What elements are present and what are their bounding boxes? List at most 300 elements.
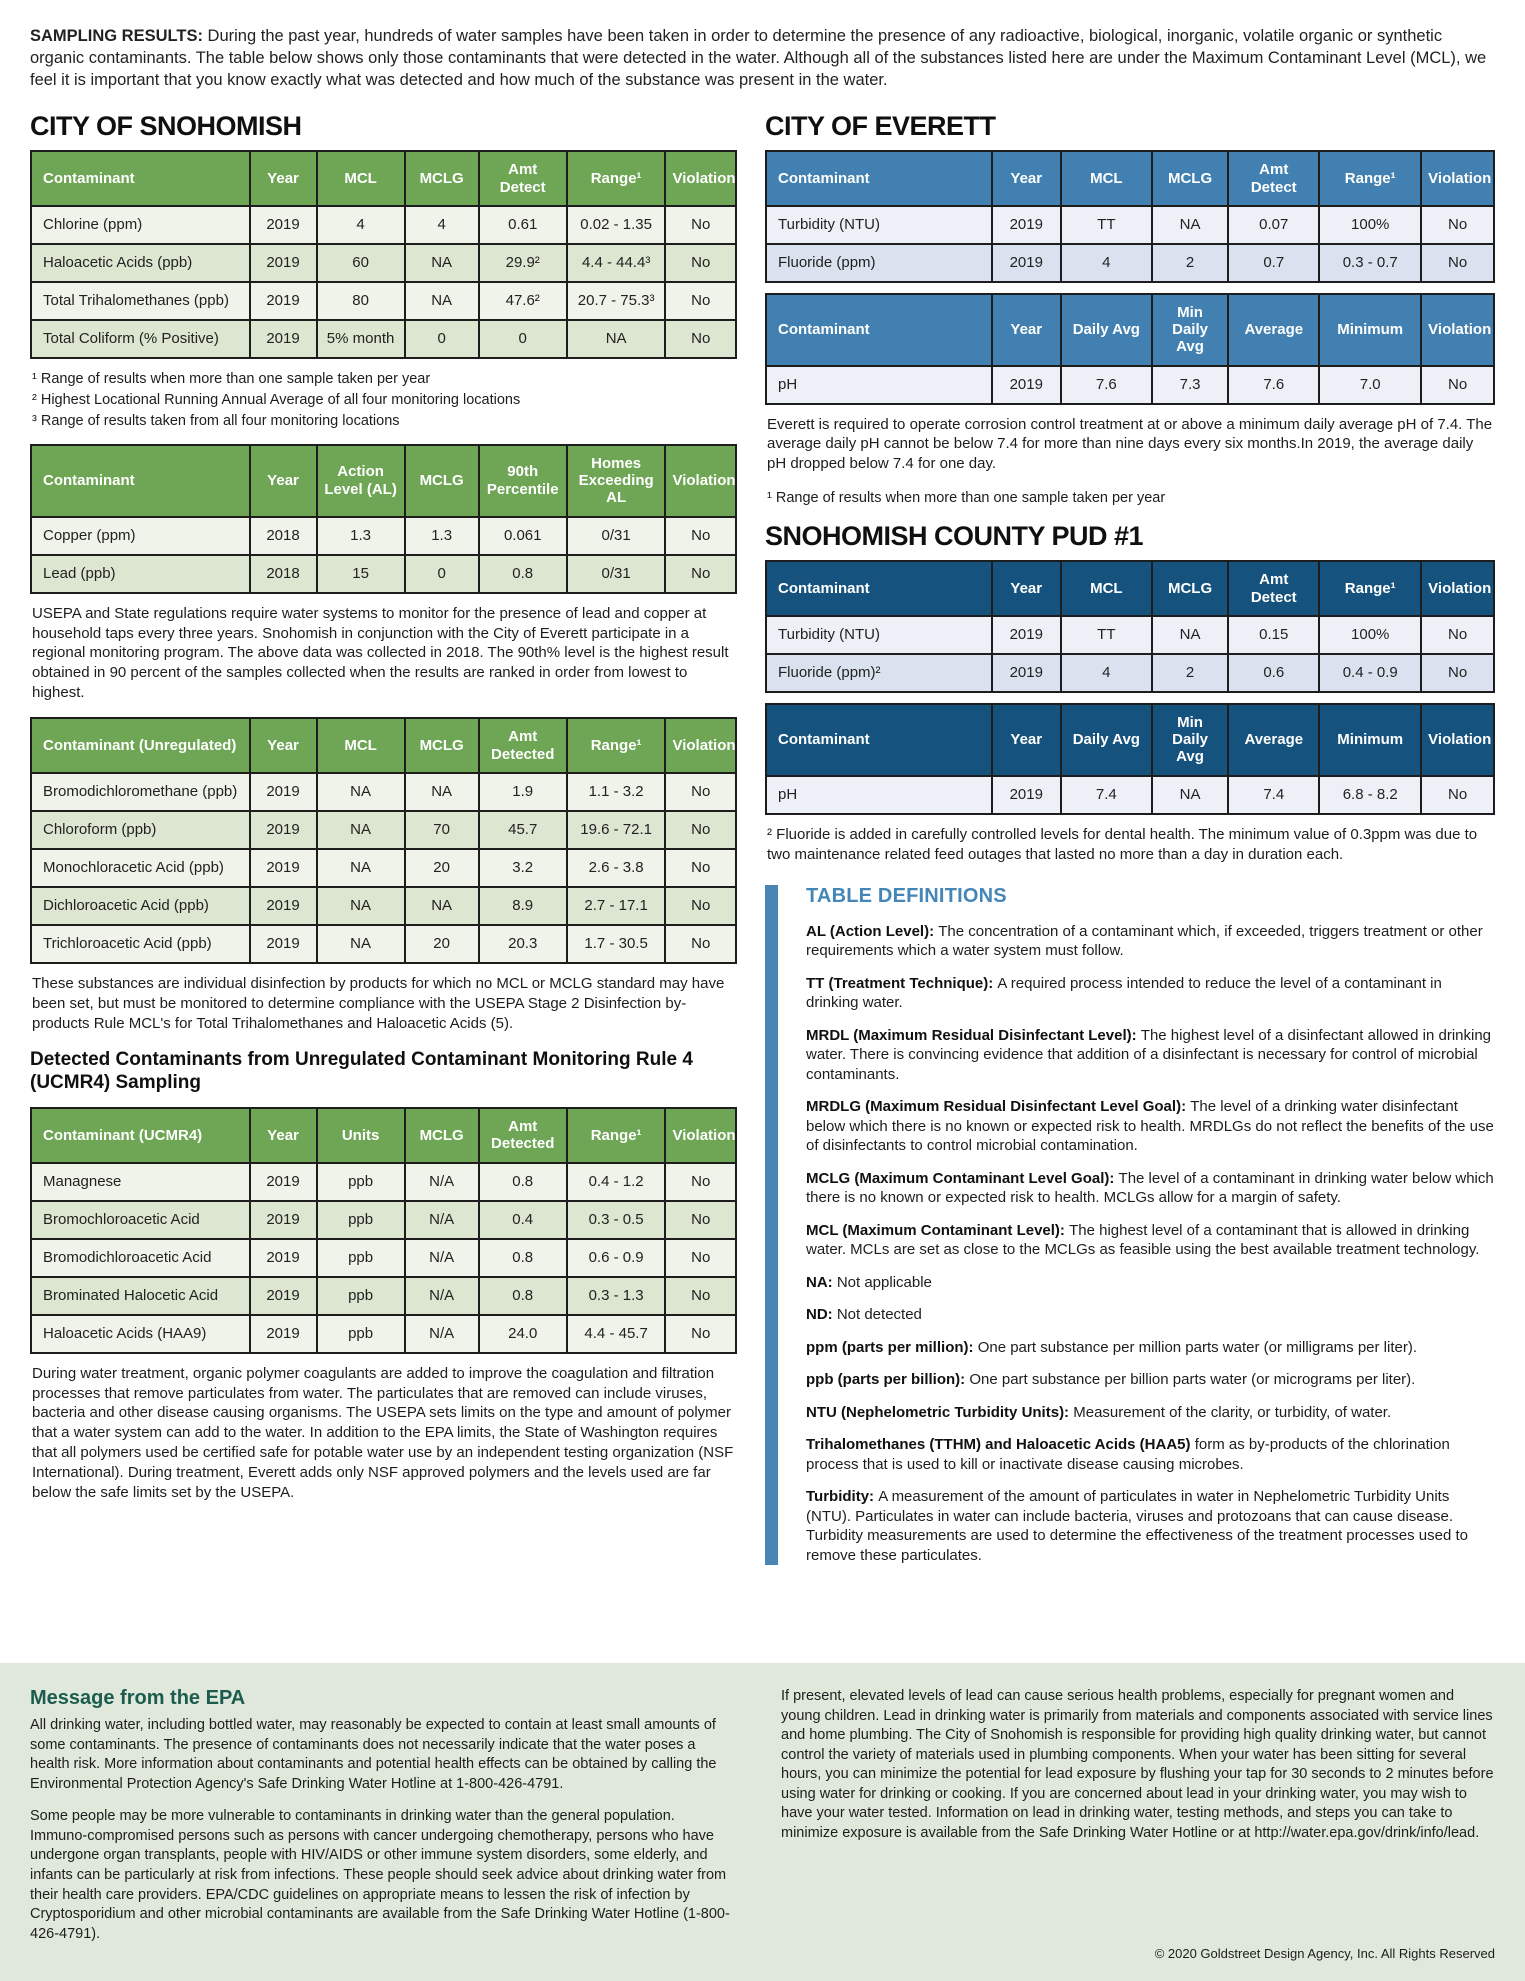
column-header: Contaminant (UCMR4)	[31, 1108, 250, 1163]
definition-item	[806, 974, 1495, 1013]
data-cell: 0.3 - 1.3	[567, 1277, 666, 1315]
data-cell: 80	[317, 282, 405, 320]
definition-term: MRDLG (Maximum Residual Disinfectant Level Goal):	[806, 1098, 1191, 1115]
column-header: Amt Detect	[1228, 151, 1319, 206]
pud-primary-table	[765, 560, 1495, 693]
column-header: Contaminant	[766, 561, 992, 616]
table-header-row	[766, 294, 1494, 366]
data-cell: NA	[405, 282, 479, 320]
data-cell: 2019	[250, 282, 317, 320]
data-cell: 0.4	[479, 1201, 567, 1239]
pud-fluoride-note	[765, 825, 1495, 865]
column-header: Range¹	[1319, 151, 1421, 206]
table-row	[31, 1201, 736, 1239]
column-header: Violation	[665, 445, 736, 517]
column-header: Year	[250, 151, 317, 206]
table-definitions-title: TABLE DEFINITIONS	[806, 884, 1007, 907]
data-cell: ppb	[317, 1163, 405, 1201]
data-cell: 2019	[250, 1163, 317, 1201]
data-cell: 0	[405, 555, 479, 593]
row-label-cell: pH	[766, 366, 992, 404]
two-column-layout	[30, 105, 1495, 1578]
definition-text: The highest level of a contaminant that is allowed in drinking water. MCLs are set as close to the MCLGs as feasible using the best available treatment technology.	[806, 1221, 1480, 1258]
column-header: Min Daily Avg	[1152, 294, 1228, 366]
column-header: Year	[992, 151, 1061, 206]
definition-item	[806, 922, 1495, 961]
definition-item	[806, 1169, 1495, 1208]
epa-right-paragraphs	[781, 1687, 1495, 1857]
column-header: Range¹	[567, 1108, 666, 1163]
data-cell: No	[1421, 616, 1494, 654]
data-cell: NA	[405, 887, 479, 925]
data-cell: 0.3 - 0.7	[1319, 244, 1421, 282]
column-header: Average	[1228, 294, 1319, 366]
row-label-cell: Total Trihalomethanes (ppb)	[31, 282, 250, 320]
data-cell: 0.8	[479, 555, 567, 593]
column-header: Daily Avg	[1061, 704, 1152, 776]
column-header: Amt Detected	[479, 718, 567, 773]
table-row	[31, 1277, 736, 1315]
data-cell: ppb	[317, 1315, 405, 1353]
table-row	[31, 849, 736, 887]
data-cell: 2019	[250, 320, 317, 358]
table-row	[766, 654, 1494, 692]
data-cell: 0.15	[1228, 616, 1319, 654]
row-label-cell: Haloacetic Acids (ppb)	[31, 244, 250, 282]
row-label-cell: Bromochloroacetic Acid	[31, 1201, 250, 1239]
data-cell: NA	[317, 773, 405, 811]
data-cell: 45.7	[479, 811, 567, 849]
row-label-cell: Bromodichloromethane (ppb)	[31, 773, 250, 811]
data-cell: 4.4 - 45.7	[567, 1315, 666, 1353]
data-cell: 0/31	[567, 555, 666, 593]
data-cell: 2019	[250, 849, 317, 887]
data-cell: No	[1421, 366, 1494, 404]
data-cell: 2019	[250, 811, 317, 849]
paragraph: If present, elevated levels of lead can cause serious health problems, especially for pregnant women and young children. Lead in drinking water is primarily from materials and components associated with service lines and home plumbing. The City of Snohomish is responsible for providing high quality drinking water, but cannot control the variety of materials used in plumbing components. When your water has been sitting for several hours, you can minimize the potential for lead exposure by flushing your tap for 30 seconds to 2 minutes before using water for drinking or cooking. If you are concerned about lead in your drinking water, you may wish to have your water tested. Information on lead in drinking water, testing methods, and steps you can take to minimize exposure is available from the Safe Drinking Water Hotline or at http://water.epa.gov/drink/info/lead.	[781, 1688, 1494, 1841]
column-header: Year	[250, 445, 317, 517]
epa-message-left	[30, 1687, 735, 1961]
table-header-row	[766, 151, 1494, 206]
definition-item	[806, 1026, 1495, 1085]
table-row	[31, 811, 736, 849]
data-cell: NA	[1152, 616, 1228, 654]
everett-ph-table	[765, 293, 1495, 405]
data-cell: 0.07	[1228, 206, 1319, 244]
column-header: MCL	[1061, 151, 1152, 206]
column-header: Homes Exceeding AL	[567, 445, 666, 517]
definition-text: Measurement of the clarity, or turbidity, of water.	[1073, 1403, 1392, 1421]
row-label-cell: Chloroform (ppb)	[31, 811, 250, 849]
row-label-cell: Total Coliform (% Positive)	[31, 320, 250, 358]
data-cell: 7.6	[1061, 366, 1152, 404]
data-cell: No	[665, 1201, 736, 1239]
data-cell: 7.6	[1228, 366, 1319, 404]
table-header-row	[31, 1108, 736, 1163]
column-header: Action Level (AL)	[317, 445, 405, 517]
everett-ph-note-text: Everett is required to operate corrosion control treatment at or above a minimum daily average pH of 7.4. The average daily pH cannot be below 7.4 for more than nine days every six months.In 2019, the average daily pH dropped below 7.4 for one day.	[767, 415, 1493, 473]
definition-term: NA:	[806, 1273, 837, 1291]
definition-text: The level of a contaminant in drinking water below which there is no known or expected risk to health. MCLGs allow for a margin of safety.	[806, 1169, 1494, 1206]
epa-left-paragraphs	[30, 1716, 735, 1944]
data-cell: 70	[405, 811, 479, 849]
data-cell: 0.6 - 0.9	[567, 1239, 666, 1277]
data-cell: 4	[1061, 654, 1152, 692]
table-row	[31, 1239, 736, 1277]
column-header: Range¹	[1319, 561, 1421, 616]
row-label-cell: Fluoride (ppm)	[766, 244, 992, 282]
treatment-note	[30, 1364, 737, 1504]
column-header: Daily Avg	[1061, 294, 1152, 366]
data-cell: 0.4 - 1.2	[567, 1163, 666, 1201]
definition-term: MRDL (Maximum Residual Disinfectant Level):	[806, 1026, 1141, 1044]
data-cell: 7.4	[1228, 776, 1319, 814]
definition-item	[806, 1403, 1495, 1423]
lead-copper-note	[30, 604, 737, 704]
footnote-line: ¹ Range of results when more than one sample taken per year	[32, 370, 431, 387]
data-cell: 0.4 - 0.9	[1319, 654, 1421, 692]
row-label-cell: Turbidity (NTU)	[766, 616, 992, 654]
data-cell: NA	[405, 244, 479, 282]
definition-text: A required process intended to reduce the level of a contaminant in drinking water.	[806, 974, 1442, 1011]
table-row	[766, 206, 1494, 244]
data-cell: N/A	[405, 1277, 479, 1315]
definition-text: The highest level of a disinfectant allowed in drinking water. There is convincing evidence that addition of a disinfectant is necessary for control of microbial contaminants.	[806, 1026, 1492, 1083]
data-cell: N/A	[405, 1163, 479, 1201]
column-header: Contaminant	[31, 445, 250, 517]
footnote-line: ³ Range of results taken from all four monitoring locations	[32, 412, 400, 429]
definition-text: One part substance per billion parts water (or micrograms per liter).	[969, 1371, 1416, 1388]
table-row	[31, 925, 736, 963]
data-cell: 2018	[250, 555, 317, 593]
definition-text: form as by-products of the chlorination process that is used to kill or inactivate disease causing microbes.	[806, 1436, 1450, 1473]
data-cell: No	[665, 1277, 736, 1315]
snohomish-primary-table	[30, 150, 737, 359]
data-cell: 47.6²	[479, 282, 567, 320]
data-cell: NA	[567, 320, 666, 358]
definition-term: MCLG (Maximum Contaminant Level Goal):	[806, 1169, 1119, 1187]
data-cell: 2019	[250, 925, 317, 963]
column-header: MCL	[1061, 561, 1152, 616]
data-cell: 7.3	[1152, 366, 1228, 404]
definition-term: Turbidity:	[806, 1488, 879, 1505]
column-header: Violation	[665, 718, 736, 773]
ucmr4-heading: Detected Contaminants from Unregulated Contaminant Monitoring Rule 4 (UCMR4) Sampling	[30, 1048, 693, 1094]
column-header: Contaminant	[31, 151, 250, 206]
snohomish-column	[30, 105, 737, 1517]
data-cell: ppb	[317, 1201, 405, 1239]
column-header: MCLG	[405, 151, 479, 206]
column-header: Amt Detect	[479, 151, 567, 206]
data-cell: ppb	[317, 1277, 405, 1315]
table-row	[31, 517, 736, 555]
table-row	[31, 555, 736, 593]
data-cell: 0.8	[479, 1239, 567, 1277]
snohomish-footnotes	[32, 369, 737, 432]
definition-term: AL (Action Level):	[806, 922, 939, 940]
definition-term: ppb (parts per billion):	[806, 1371, 970, 1388]
definition-term: TT (Treatment Technique):	[806, 974, 998, 992]
data-cell: N/A	[405, 1315, 479, 1353]
data-cell: NA	[1152, 206, 1228, 244]
column-header: MCL	[317, 718, 405, 773]
copyright-line: © 2020 Goldstreet Design Agency, Inc. All Rights Reserved	[1154, 1946, 1495, 1961]
table-row	[31, 773, 736, 811]
column-header: MCLG	[405, 1108, 479, 1163]
data-cell: 100%	[1319, 616, 1421, 654]
definition-term: ppm (parts per million):	[806, 1338, 978, 1356]
pud-ph-table	[765, 703, 1495, 815]
data-cell: 2	[1152, 654, 1228, 692]
data-cell: 1.1 - 3.2	[567, 773, 666, 811]
unregulated-note	[30, 974, 737, 1034]
table-definitions-box	[765, 885, 1495, 1566]
data-cell: 100%	[1319, 206, 1421, 244]
pud-fluoride-note-text: ² Fluoride is added in carefully controlled levels for dental health. The minimum value of 0.3ppm was due to two maintenance related feed outages that lasted no more than a day in duration each.	[767, 825, 1478, 863]
snohomish-ucmr4-table	[30, 1107, 737, 1354]
data-cell: 2019	[992, 616, 1061, 654]
data-cell: N/A	[405, 1201, 479, 1239]
table-row	[766, 616, 1494, 654]
data-cell: 2019	[250, 244, 317, 282]
epa-message-footer	[0, 1663, 1525, 1981]
definition-text: The level of a drinking water disinfectant below which there is no known or expected risk to health. MRDLGs do not reflect the benefits of the use of disinfectants to control microbial contamination.	[806, 1098, 1494, 1154]
data-cell: NA	[405, 773, 479, 811]
data-cell: No	[665, 1315, 736, 1353]
definition-text: The concentration of a contaminant which, if exceeded, triggers treatment or other requirements which a water system must follow.	[806, 922, 1483, 959]
column-header: Average	[1228, 704, 1319, 776]
data-cell: 2.7 - 17.1	[567, 887, 666, 925]
table-row	[766, 366, 1494, 404]
table-row	[31, 1315, 736, 1353]
definition-item	[806, 1097, 1495, 1156]
data-cell: 0.8	[479, 1277, 567, 1315]
data-cell: NA	[317, 887, 405, 925]
data-cell: 0.061	[479, 517, 567, 555]
data-cell: 1.3	[317, 517, 405, 555]
data-cell: No	[665, 206, 736, 244]
data-cell: 7.4	[1061, 776, 1152, 814]
data-cell: 0.7	[1228, 244, 1319, 282]
data-cell: No	[665, 517, 736, 555]
data-cell: 20.3	[479, 925, 567, 963]
data-cell: 2019	[250, 1239, 317, 1277]
data-cell: NA	[317, 849, 405, 887]
data-cell: 2019	[992, 244, 1061, 282]
row-label-cell: Trichloroacetic Acid (ppb)	[31, 925, 250, 963]
data-cell: No	[665, 320, 736, 358]
data-cell: No	[1421, 206, 1494, 244]
data-cell: NA	[317, 811, 405, 849]
definition-term: NTU (Nephelometric Turbidity Units):	[806, 1403, 1074, 1421]
data-cell: No	[1421, 244, 1494, 282]
table-row	[766, 776, 1494, 814]
row-label-cell: Copper (ppm)	[31, 517, 250, 555]
row-label-cell: Monochloracetic Acid (ppb)	[31, 849, 250, 887]
data-cell: 2018	[250, 517, 317, 555]
data-cell: TT	[1061, 206, 1152, 244]
sampling-results-intro	[30, 26, 1495, 91]
table-row	[31, 206, 736, 244]
data-cell: No	[665, 773, 736, 811]
data-cell: 29.9²	[479, 244, 567, 282]
column-header: Year	[250, 718, 317, 773]
definition-item	[806, 1221, 1495, 1260]
data-cell: No	[1421, 654, 1494, 692]
row-label-cell: Managnese	[31, 1163, 250, 1201]
definition-item	[806, 1305, 1495, 1325]
everett-title: CITY OF EVERETT	[765, 111, 996, 142]
column-header: Violation	[1421, 151, 1494, 206]
table-row	[766, 244, 1494, 282]
intro-lead: SAMPLING RESULTS:	[30, 27, 203, 45]
table-header-row	[766, 704, 1494, 776]
data-cell: 15	[317, 555, 405, 593]
data-cell: No	[665, 244, 736, 282]
treatment-note-text: During water treatment, organic polymer coagulants are added to improve the coagulation and filtration processes that remove particulates from water. The particulates that are removed can include viruses, bacteria and other disease causing organisms. The USEPA sets limits on the type and amount of polymer that a water system can add to the water. In addition to the EPA limits, the State of Washington requires that all polymers used be certified safe for potable water use by an independent testing organization (NSF International). During treatment, Everett adds only NSF approved polymers and the levels used are far below the safe limits set by the USEPA.	[32, 1364, 734, 1502]
column-header: Contaminant	[766, 704, 992, 776]
data-cell: 0.02 - 1.35	[567, 206, 666, 244]
column-header: Min Daily Avg	[1152, 704, 1228, 776]
data-cell: 2019	[992, 366, 1061, 404]
data-cell: 0/31	[567, 517, 666, 555]
column-header: Year	[992, 704, 1061, 776]
column-header: Contaminant	[766, 151, 992, 206]
data-cell: TT	[1061, 616, 1152, 654]
data-cell: 4	[317, 206, 405, 244]
data-cell: 20	[405, 849, 479, 887]
snohomish-title: CITY OF SNOHOMISH	[30, 111, 302, 142]
column-header: MCLG	[405, 718, 479, 773]
data-cell: 1.7 - 30.5	[567, 925, 666, 963]
epa-message-right	[781, 1687, 1495, 1961]
definition-text: One part substance per million parts water (or milligrams per liter).	[977, 1338, 1418, 1356]
column-header: Contaminant (Unregulated)	[31, 718, 250, 773]
definition-item	[806, 1435, 1495, 1474]
column-header: Violation	[1421, 561, 1494, 616]
everett-ph-note	[765, 415, 1495, 475]
pud-title: SNOHOMISH COUNTY PUD #1	[765, 521, 1144, 552]
definition-item	[806, 1338, 1495, 1358]
data-cell: NA	[1152, 776, 1228, 814]
definition-term: ND:	[806, 1306, 837, 1323]
table-row	[31, 244, 736, 282]
data-cell: ppb	[317, 1239, 405, 1277]
data-cell: 7.0	[1319, 366, 1421, 404]
definition-text: Not applicable	[836, 1273, 932, 1291]
table-header-row	[31, 151, 736, 206]
table-header-row	[766, 561, 1494, 616]
data-cell: 2019	[992, 654, 1061, 692]
data-cell: 2	[1152, 244, 1228, 282]
data-cell: No	[665, 555, 736, 593]
table-row	[31, 1163, 736, 1201]
everett-footnotes	[767, 488, 1495, 509]
data-cell: 3.2	[479, 849, 567, 887]
data-cell: No	[665, 811, 736, 849]
footnote-line: ² Highest Locational Running Annual Average of all four monitoring locations	[32, 391, 521, 408]
data-cell: No	[1421, 776, 1494, 814]
data-cell: 20	[405, 925, 479, 963]
column-header: Units	[317, 1108, 405, 1163]
data-cell: 0.6	[1228, 654, 1319, 692]
data-cell: 2019	[992, 776, 1061, 814]
row-label-cell: Brominated Halocetic Acid	[31, 1277, 250, 1315]
data-cell: 0.8	[479, 1163, 567, 1201]
column-header: Year	[250, 1108, 317, 1163]
data-cell: 0.61	[479, 206, 567, 244]
snohomish-unregulated-table	[30, 717, 737, 964]
column-header: 90th Percentile	[479, 445, 567, 517]
column-header: Year	[992, 561, 1061, 616]
epa-message-title: Message from the EPA	[30, 1687, 246, 1709]
table-row	[31, 320, 736, 358]
data-cell: 5% month	[317, 320, 405, 358]
row-label-cell: Chlorine (ppm)	[31, 206, 250, 244]
data-cell: 4	[405, 206, 479, 244]
data-cell: 2019	[992, 206, 1061, 244]
column-header: Amt Detected	[479, 1108, 567, 1163]
data-cell: 2.6 - 3.8	[567, 849, 666, 887]
column-header: Range¹	[567, 718, 666, 773]
row-label-cell: Dichloroacetic Acid (ppb)	[31, 887, 250, 925]
data-cell: 20.7 - 75.3³	[567, 282, 666, 320]
column-header: MCLG	[1152, 151, 1228, 206]
data-cell: No	[665, 1239, 736, 1277]
row-label-cell: Haloacetic Acids (HAA9)	[31, 1315, 250, 1353]
column-header: MCL	[317, 151, 405, 206]
column-header: Violation	[1421, 294, 1494, 366]
data-cell: 1.3	[405, 517, 479, 555]
paragraph: All drinking water, including bottled water, may reasonably be expected to contain at least small amounts of some contaminants. The presence of contaminants does not necessarily indicate that the water poses a health risk. More information about contaminants and potential health effects can be obtained by calling the Environmental Protection Agency's Safe Drinking Water Hotline at 1-800-426-4791.	[30, 1717, 717, 1792]
column-header: MCLG	[1152, 561, 1228, 616]
data-cell: 1.9	[479, 773, 567, 811]
data-cell: 4.4 - 44.4³	[567, 244, 666, 282]
data-cell: 6.8 - 8.2	[1319, 776, 1421, 814]
paragraph: Some people may be more vulnerable to contaminants in drinking water than the general population. Immuno-compromised persons such as persons with cancer undergoing chemotherapy, persons who have undergone organ transplants, people with HIV/AIDS or other immune system disorders, some elderly, and infants can be particularly at risk from infections. These people should seek advice about drinking water from their health care providers. EPA/CDC guidelines on appropriate means to lessen the risk of infection by Cryptosporidium and other microbial contaminants are available from the Safe Drinking Water Hotline (1-800-426-4791).	[30, 1808, 730, 1942]
data-cell: 0.3 - 0.5	[567, 1201, 666, 1239]
data-cell: No	[665, 282, 736, 320]
data-cell: 8.9	[479, 887, 567, 925]
definition-item	[806, 1370, 1495, 1390]
table-header-row	[31, 718, 736, 773]
intro-text: During the past year, hundreds of water samples have been taken in order to determine the presence of any radioactive, biological, inorganic, volatile organic or synthetic organic contaminants. The table below shows only those contaminants that were detected in the water. Although all of the substances listed here are under the Maximum Contaminant Level (MCL), we feel it is important that you know exactly what was detected and how much of the substance was present in the water.	[30, 27, 1487, 89]
unregulated-note-text: These substances are individual disinfection by products for which no MCL or MCLG standard may have been set, but must be monitored to determine compliance with the USEPA Stage 2 Disinfection by-products Rule MCL's for Total Trihalomethanes and Haloacetic Acids (5).	[32, 974, 725, 1032]
data-cell: N/A	[405, 1239, 479, 1277]
row-label-cell: pH	[766, 776, 992, 814]
data-cell: 2019	[250, 206, 317, 244]
data-cell: 24.0	[479, 1315, 567, 1353]
data-cell: No	[665, 1163, 736, 1201]
footnote-line: ¹ Range of results when more than one sample taken per year	[767, 490, 1166, 507]
data-cell: 0	[479, 320, 567, 358]
data-cell: 2019	[250, 773, 317, 811]
data-cell: No	[665, 849, 736, 887]
column-header: Violation	[665, 151, 736, 206]
lead-copper-note-text: USEPA and State regulations require water systems to monitor for the presence of lead and copper at household taps every three years. Snohomish in conjunction with the City of Everett participate in a regional monitoring program. The above data was collected in 2018. The 90th% level is the highest result obtained in 90 percent of the samples collected when the results are ranked in order from lowest to highest.	[32, 604, 729, 702]
definition-item	[806, 1273, 1495, 1293]
data-cell: 2019	[250, 1201, 317, 1239]
data-cell: No	[665, 887, 736, 925]
row-label-cell: Turbidity (NTU)	[766, 206, 992, 244]
row-label-cell: Fluoride (ppm)²	[766, 654, 992, 692]
data-cell: 60	[317, 244, 405, 282]
data-cell: 19.6 - 72.1	[567, 811, 666, 849]
table-definitions-list	[806, 922, 1495, 1566]
data-cell: 0	[405, 320, 479, 358]
definition-term: Trihalomethanes (TTHM) and Haloacetic Acids (HAA5)	[806, 1436, 1195, 1453]
column-header: Violation	[665, 1108, 736, 1163]
